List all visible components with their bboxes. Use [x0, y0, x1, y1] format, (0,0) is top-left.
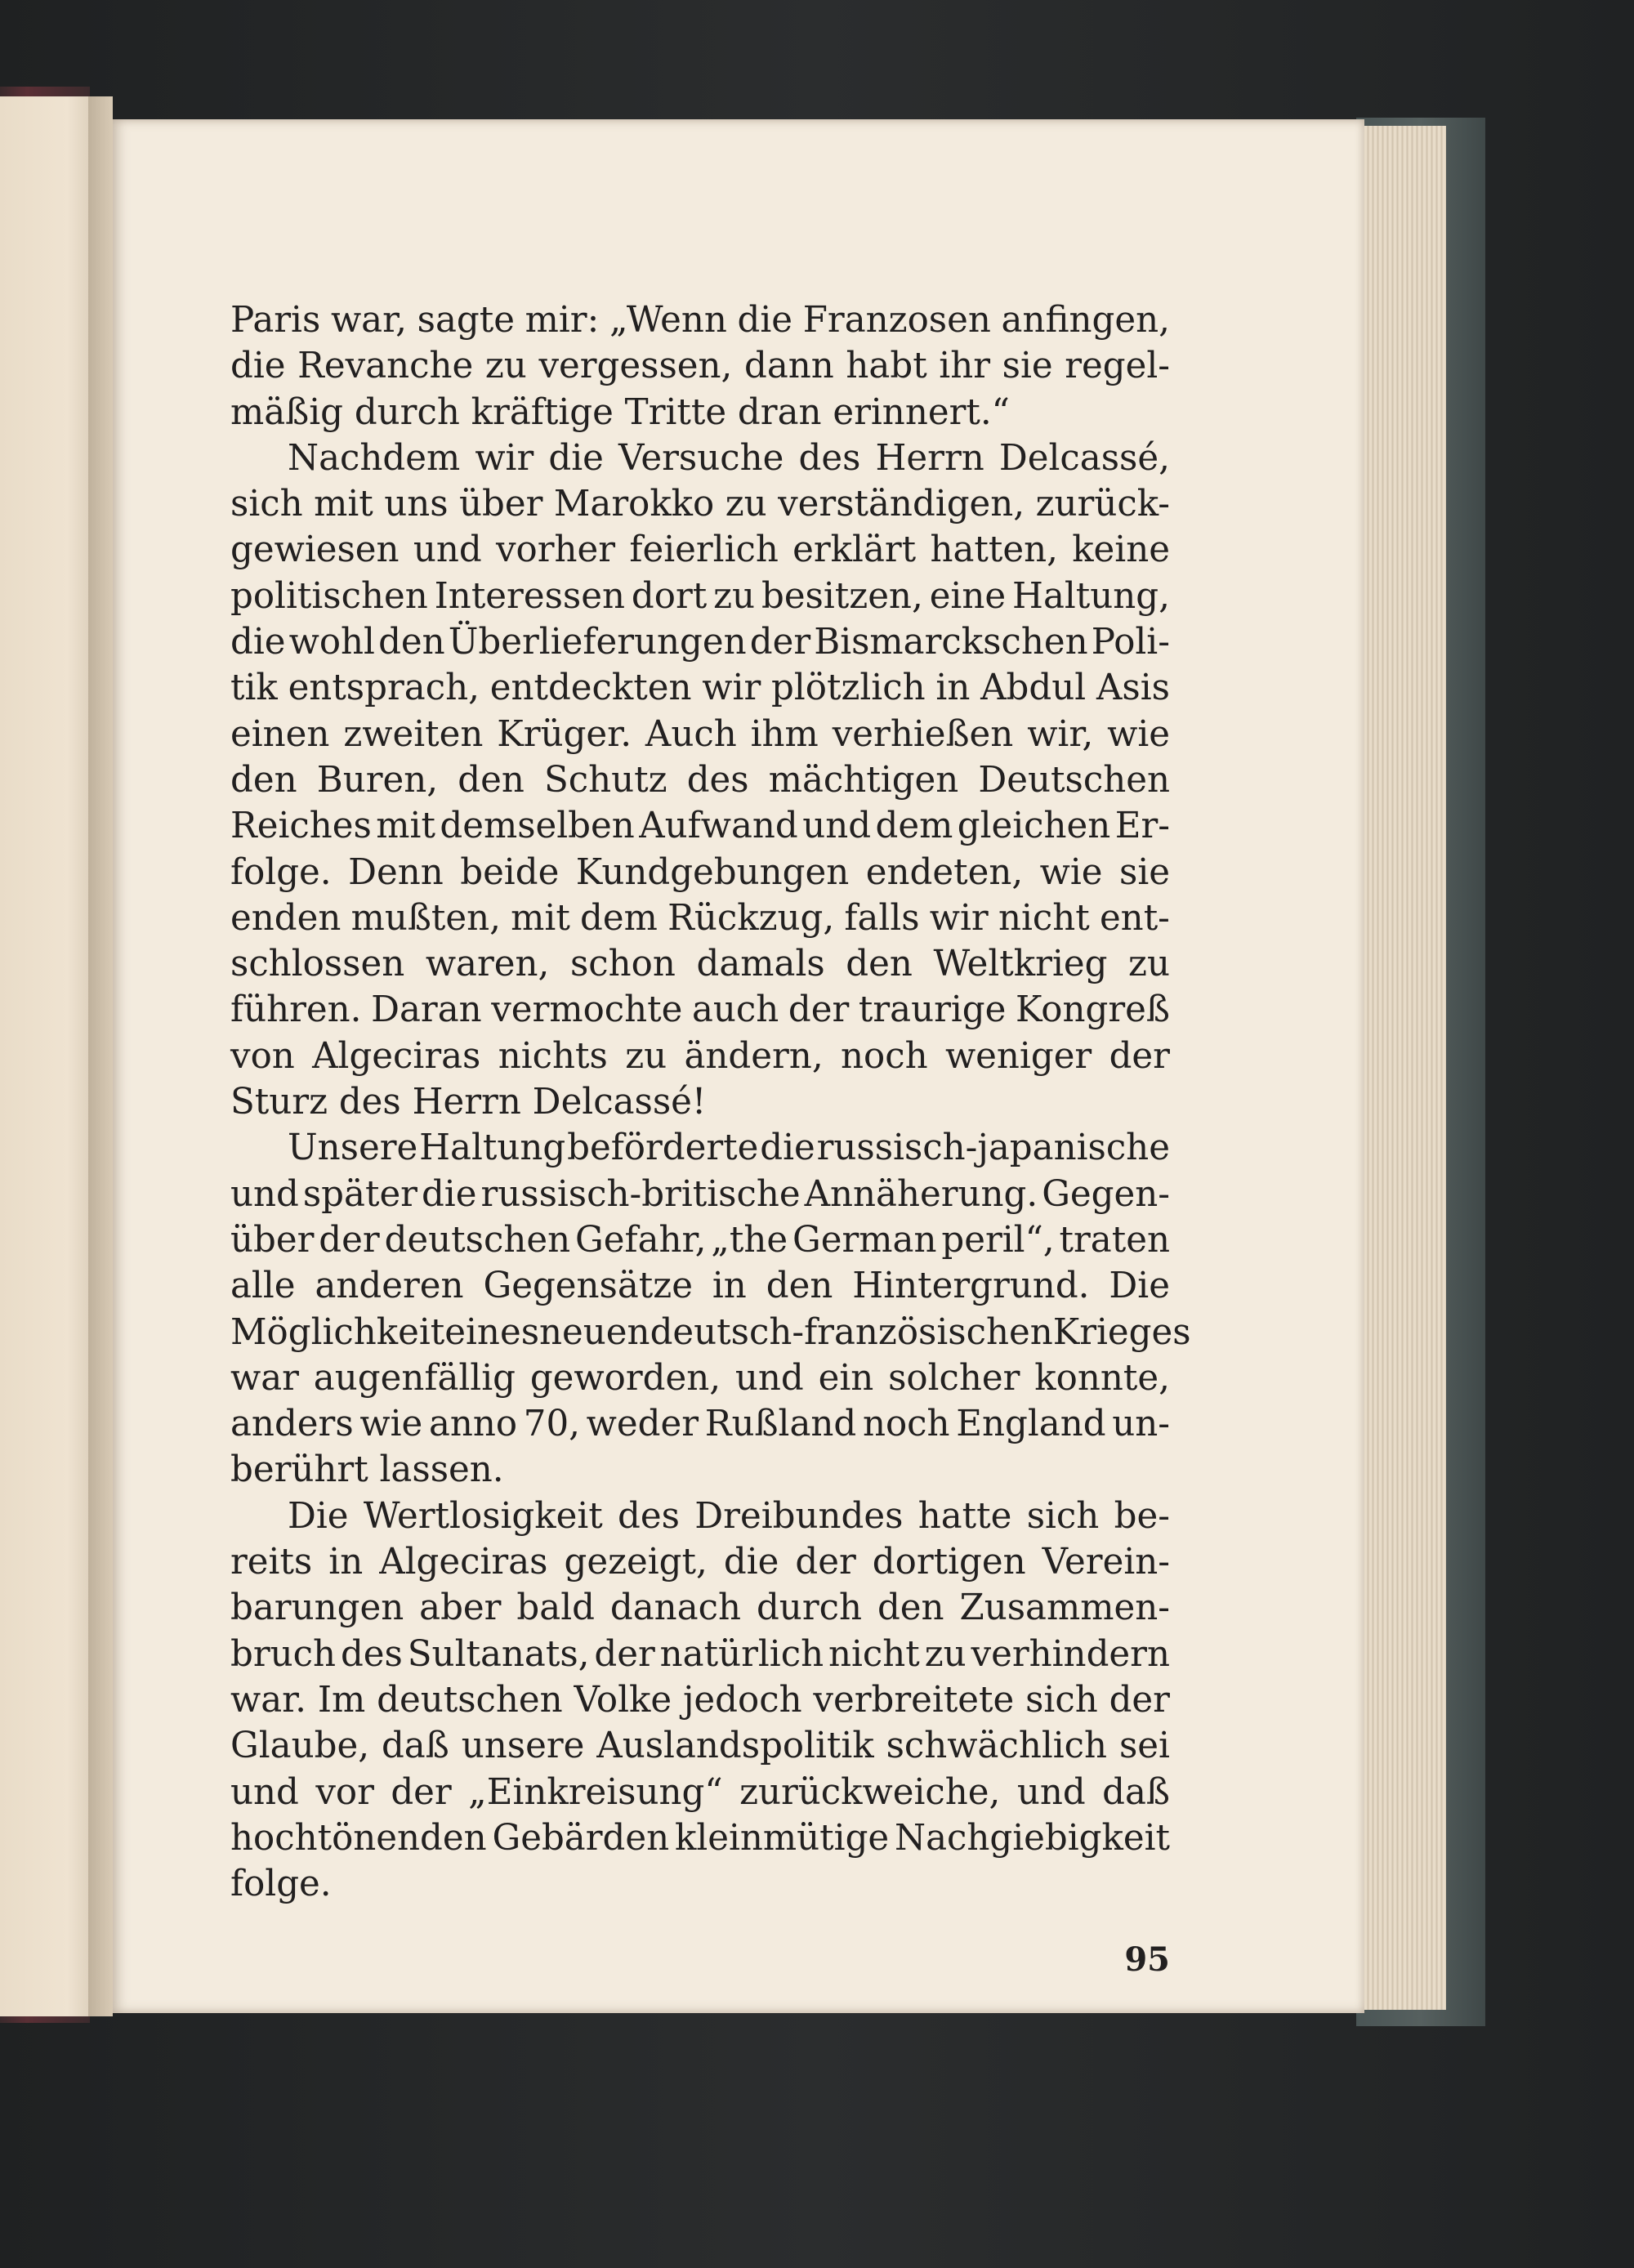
text-line: führen. Daran vermochte auch der traurige Kongreß	[230, 989, 1170, 1031]
text-line: war augenfällig geworden, und ein solcher konnte,	[230, 1357, 1170, 1399]
text-line: bruch des Sultanats, der natürlich nicht zu verhindern	[230, 1633, 1170, 1675]
text-line: politischen Interessen dort zu besitzen, eine Haltung,	[230, 575, 1170, 617]
text-line: mäßig durch kräftige Tritte dran erinnert.“	[230, 391, 1010, 433]
text-line: den Buren, den Schutz des mächtigen Deutschen	[230, 759, 1170, 801]
text-line: war. Im deutschen Volke jedoch verbreitete sich der	[230, 1679, 1170, 1721]
text-line: sich mit uns über Marokko zu verständigen, zurück-	[230, 484, 1170, 525]
text-line: Nachdem wir die Versuche des Herrn Delcassé,	[288, 437, 1170, 479]
text-line: Sturz des Herrn Delcassé!	[230, 1082, 707, 1123]
page-number: 95	[1124, 1940, 1170, 1979]
book-gutter	[88, 96, 113, 2016]
text-line: und später die russisch-britische Annäherung. Gegen-	[230, 1173, 1170, 1215]
text-line: reits in Algeciras gezeigt, die der dortigen Verein-	[230, 1542, 1170, 1583]
text-line: Reiches mit demselben Aufwand und dem gleichen Er-	[230, 806, 1170, 847]
text-line: Die Wertlosigkeit des Dreibundes hatte sich be-	[288, 1495, 1170, 1537]
text-line: Möglichkeit eines neuen deutsch-französischen Krieges	[230, 1311, 1191, 1353]
text-line: Paris war, sagte mir: „Wenn die Franzosen anfingen,	[230, 300, 1170, 341]
text-line: folge.	[230, 1864, 332, 1905]
text-line: die wohl den Überlieferungen der Bismarckschen Poli-	[230, 622, 1170, 663]
text-line: Glaube, daß unsere Auslandspolitik schwächlich sei	[230, 1726, 1170, 1767]
text-line: anders wie anno 70, weder Rußland noch England un-	[230, 1404, 1170, 1445]
text-line: folge. Denn beide Kundgebungen endeten, wie sie	[230, 851, 1170, 893]
text-line: alle anderen Gegensätze in den Hintergrund. Die	[230, 1266, 1170, 1307]
page-stack-edges	[1363, 126, 1446, 2010]
text-line: und vor der „Einkreisung“ zurückweiche, und daß	[230, 1771, 1170, 1813]
page-text-block	[230, 297, 1191, 1907]
text-line: schlossen waren, schon damals den Weltkrieg zu	[230, 944, 1170, 985]
text-line: barungen aber bald danach durch den Zusammen-	[230, 1587, 1170, 1629]
text-line: tik entsprach, entdeckten wir plötzlich in Abdul Asis	[230, 667, 1170, 709]
text-line: berührt lassen.	[230, 1449, 504, 1491]
left-page-edge	[0, 96, 98, 2016]
text-line: Unsere Haltung beförderte die russisch-japanische	[288, 1127, 1170, 1169]
text-line: einen zweiten Krüger. Auch ihm verhießen wir, wie	[230, 713, 1170, 755]
text-line: die Revanche zu vergessen, dann habt ihr sie regel-	[230, 346, 1170, 387]
text-line: über der deutschen Gefahr, „the German peril“, traten	[230, 1219, 1170, 1261]
text-line: gewiesen und vorher feierlich erklärt hatten, keine	[230, 529, 1170, 571]
text-line: enden mußten, mit dem Rückzug, falls wir nicht ent-	[230, 897, 1170, 939]
text-line: von Algeciras nichts zu ändern, noch weniger der	[230, 1035, 1170, 1077]
text-line: hochtönenden Gebärden kleinmütige Nachgiebigkeit	[230, 1817, 1170, 1859]
